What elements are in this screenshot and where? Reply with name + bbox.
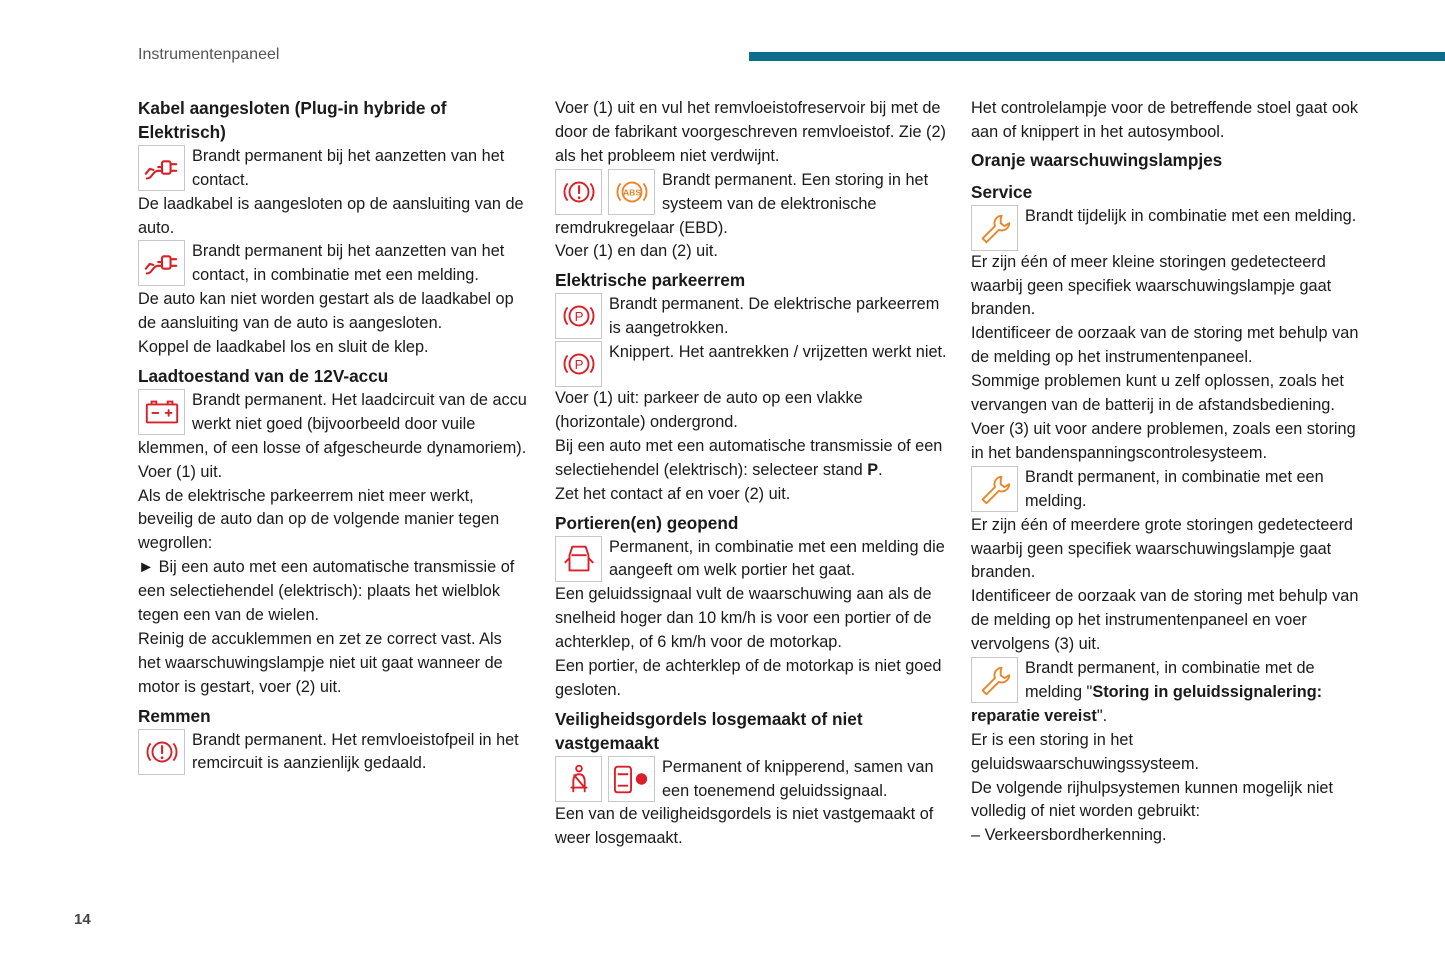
column-right bbox=[971, 97, 1363, 848]
battery-icon bbox=[138, 389, 185, 435]
column-left bbox=[138, 97, 528, 776]
portier-icon-row bbox=[555, 536, 947, 584]
parkeer-icon-row-2 bbox=[555, 341, 947, 387]
gordel-paragraph-1: Een van de veiligheidsgordels is niet vastgemaakt of weer losgemaakt. bbox=[555, 805, 934, 848]
parkeer-icon1-text: Brandt permanent. De elektrische parkeerrem is aangetrokken. bbox=[609, 295, 940, 338]
parking-brake-icon bbox=[555, 293, 602, 339]
service-paragraph-6: Identificeer de oorzaak van de storing met behulp van de melding op het instrumentenpaneel en voer vervolgens (3) uit. bbox=[971, 587, 1359, 654]
portier-paragraph-1: Een geluidssignaal vult de waarschuwing aan als de snelheid hoger dan 10 km/h is voor een portier of de achterklep, of 6 km/h voor de motorkap. bbox=[555, 585, 932, 652]
abs-paragraph-1: Voer (1) en dan (2) uit. bbox=[555, 242, 718, 261]
heading-veiligheidsgordels: Veiligheidsgordels losgemaakt of niet vastgemaakt bbox=[555, 708, 863, 753]
service-paragraph-4: Voer (3) uit voor andere problemen, zoals een storing in het bandenspanningscontrolesysteem. bbox=[971, 419, 1356, 462]
parking-icon-label: P bbox=[574, 357, 583, 373]
parkeer-paragraph-3: Zet het contact af en voer (2) uit. bbox=[555, 484, 791, 503]
remmen-continued-paragraph: Voer (1) uit en vul het remvloeistofreservoir bij met de door de fabrikant voorgeschreven remvloeistof. Zie (2) als het probleem niet verdwijnt. bbox=[555, 99, 946, 165]
service-icon2-text: Brandt permanent, in combinatie met een melding. bbox=[1025, 467, 1324, 510]
gordel-icon-text: Permanent of knipperend, samen van een toenemend geluidssignaal. bbox=[662, 757, 934, 800]
service-icon-row-3 bbox=[971, 657, 1363, 729]
kabel-icon1-text: Brandt permanent bij het aanzetten van het contact. bbox=[192, 146, 505, 189]
service-paragraph-5: Er zijn één of meerdere grote storingen gedetecteerd waarbij geen specifiek waarschuwingslampje gaat branden. bbox=[971, 515, 1353, 582]
laad-paragraph-1: Voer (1) uit. bbox=[138, 462, 223, 481]
car-seat-status-icon bbox=[608, 756, 655, 802]
header-accent-bar bbox=[749, 52, 1445, 61]
parkeer-icon-row-1 bbox=[555, 293, 947, 341]
service-paragraph-2: Identificeer de oorzaak van de storing met behulp van de melding op het instrumentenpaneel. bbox=[971, 324, 1359, 367]
laad-paragraph-4: Reinig de accuklemmen en zet ze correct vast. Als het waarschuwingslampje niet uit gaat wanneer de motor is gestart, voer (2) uit. bbox=[138, 629, 503, 696]
parkeer-paragraph-2: Bij een auto met een automatische transmissie of een selectiehendel (elektrisch): selecteer stand P. bbox=[555, 436, 943, 479]
door-open-icon bbox=[555, 536, 602, 582]
laad-paragraph-2: Als de elektrische parkeerrem niet meer werkt, beveilig de auto dan op de volgende manier tegen wegrollen: bbox=[138, 486, 500, 553]
brake-warning-icon bbox=[138, 729, 185, 775]
service-icon-row-1 bbox=[971, 205, 1363, 251]
service-paragraph-3: Sommige problemen kunt u zelf oplossen, zoals het vervangen van de batterij in de afstandsbediening. bbox=[971, 372, 1344, 415]
laad-paragraph-3: ► Bij een auto met een automatische transmissie of een selectiehendel (elektrisch): plaats het wielblok tegen een van de wielen. bbox=[138, 558, 515, 625]
laad-icon-text: Brandt permanent. Het laadcircuit van de accu werkt niet goed (bijvoorbeeld door vuile klemmen, of een losse of afgescheurde dynamoriem). bbox=[138, 390, 527, 457]
heading-elektrische-parkeerrem: Elektrische parkeerrem bbox=[555, 270, 746, 291]
abs-icon-text: Brandt permanent. Een storing in het systeem van de elektronische remdrukregelaar (EBD). bbox=[555, 170, 929, 237]
service-icon-row-2 bbox=[971, 466, 1363, 514]
wrench-icon bbox=[971, 205, 1018, 251]
service-icon1-text: Brandt tijdelijk in combinatie met een melding. bbox=[1025, 206, 1357, 225]
page-header-title: Instrumentenpaneel bbox=[138, 46, 280, 63]
kabel-icon2-text: Brandt permanent bij het aanzetten van het contact, in combinatie met een melding. bbox=[192, 242, 505, 285]
portier-icon-text: Permanent, in combinatie met een melding die aangeeft om welk portier het gaat. bbox=[609, 537, 945, 580]
service-list-item: – Verkeersbordherkenning. bbox=[971, 826, 1167, 845]
wrench-icon bbox=[971, 657, 1018, 703]
heading-service: Service bbox=[971, 181, 1033, 202]
parkeer-icon2-text: Knippert. Het aantrekken / vrijzetten werkt niet. bbox=[609, 343, 947, 362]
service-paragraph-8: De volgende rijhulpsystemen kunnen mogelijk niet volledig of niet worden gebruikt: bbox=[971, 778, 1334, 821]
remmen-icon-text: Brandt permanent. Het remvloeistofpeil in het remcircuit is aanzienlijk gedaald. bbox=[192, 730, 519, 773]
parkeer-paragraph-1: Voer (1) uit: parkeer de auto op een vlakke (horizontale) ondergrond. bbox=[555, 389, 863, 431]
portier-paragraph-2: Een portier, de achterklep of de motorkap is niet goed gesloten. bbox=[555, 657, 942, 699]
remmen-icon-row bbox=[138, 729, 528, 777]
kabel-icon-row-1 bbox=[138, 145, 528, 193]
heading-portieren-geopend: Portieren(en) geopend bbox=[555, 512, 739, 533]
heading-oranje-waarschuwingslampjes: Oranje waarschuwingslampjes bbox=[971, 149, 1223, 170]
heading-kabel-aangesloten: Kabel aangesloten (Plug-in hybride of Elektrisch) bbox=[138, 98, 447, 142]
laad-icon-row bbox=[138, 389, 528, 461]
parking-brake-icon bbox=[555, 341, 602, 387]
kabel-paragraph-2: De auto kan niet worden gestart als de laadkabel op de aansluiting van de auto is aangesloten. bbox=[138, 290, 514, 333]
brake-warning-icon bbox=[555, 169, 602, 215]
abs-icon bbox=[608, 169, 655, 215]
abs-icon-label: ABS bbox=[622, 187, 641, 198]
seatbelt-icon bbox=[555, 756, 602, 802]
service-paragraph-1: Er zijn één of meer kleine storingen gedetecteerd waarbij geen specifiek waarschuwingslampje gaat branden. bbox=[971, 252, 1332, 319]
charging-cable-icon bbox=[138, 145, 185, 191]
service-icon3-text: Brandt permanent, in combinatie met de melding "Storing in geluidssignalering: reparatie vereist". bbox=[971, 659, 1323, 725]
column-middle bbox=[555, 97, 947, 851]
heading-laadtoestand: Laadtoestand van de 12V-accu bbox=[138, 365, 389, 386]
abs-icon-row bbox=[555, 169, 947, 241]
parking-icon-label: P bbox=[574, 309, 583, 325]
heading-remmen: Remmen bbox=[138, 705, 211, 726]
service-paragraph-7: Er is een storing in het geluidswaarschuwingssysteem. bbox=[971, 730, 1200, 773]
charging-cable-icon bbox=[138, 240, 185, 286]
gordel-continued-paragraph: Het controlelampje voor de betreffende stoel gaat ook aan of knippert in het autosymbool. bbox=[971, 99, 1359, 141]
kabel-paragraph-1: De laadkabel is aangesloten op de aansluiting van de auto. bbox=[138, 194, 524, 237]
kabel-paragraph-3: Koppel de laadkabel los en sluit de klep. bbox=[138, 338, 429, 357]
wrench-icon bbox=[971, 466, 1018, 512]
gordel-icon-row bbox=[555, 756, 947, 804]
kabel-icon-row-2 bbox=[138, 240, 528, 288]
page-number: 14 bbox=[74, 911, 91, 928]
